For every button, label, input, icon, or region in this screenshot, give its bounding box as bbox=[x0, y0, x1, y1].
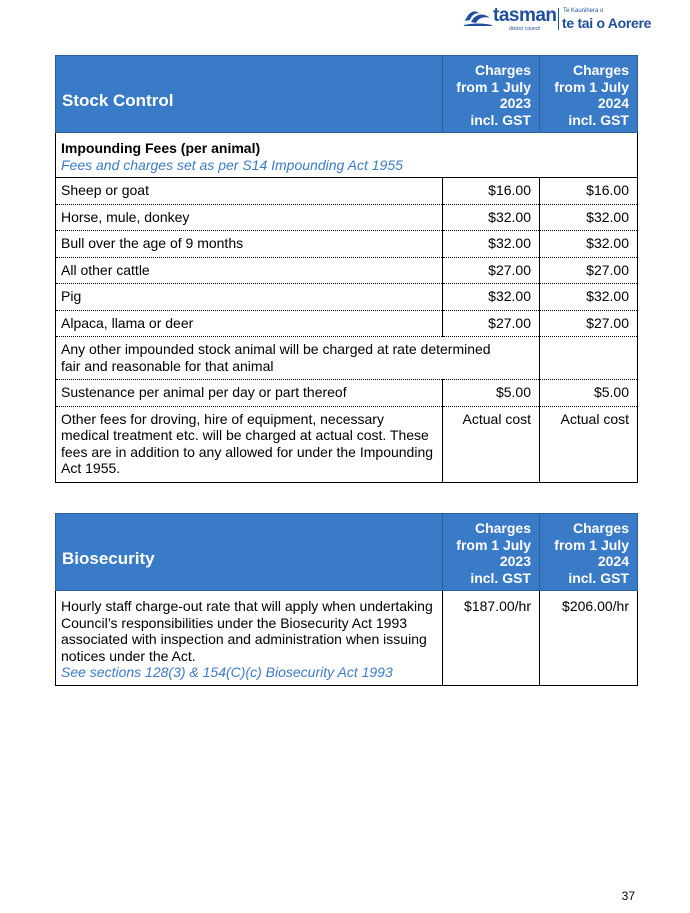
impounding-act-note: Fees and charges set as per S14 Impounding Act 1955 bbox=[61, 156, 403, 173]
row-label: Alpaca, llama or deer bbox=[56, 310, 443, 337]
table-row bbox=[56, 231, 638, 258]
table-row bbox=[56, 257, 638, 284]
biosecurity-title: Biosecurity bbox=[56, 514, 443, 591]
row-value-2024: $206.00/hr bbox=[540, 591, 638, 686]
table-row bbox=[56, 337, 638, 380]
page-number: 37 bbox=[621, 889, 635, 903]
row-value-2024: $5.00 bbox=[540, 380, 638, 407]
other-animal-text: Any other impounded stock animal will be charged at rate determined fair and reasonable for that animal bbox=[56, 337, 540, 380]
row-label: Sheep or goat bbox=[56, 178, 443, 205]
stock-control-table bbox=[55, 55, 638, 483]
council-logo bbox=[463, 4, 658, 32]
row-value-2023: $32.00 bbox=[443, 231, 540, 258]
row-value-2023: Actual cost bbox=[443, 406, 540, 482]
row-value-2024: $32.00 bbox=[540, 231, 638, 258]
row-value-2024-empty bbox=[540, 337, 638, 380]
table-row bbox=[56, 406, 638, 482]
row-value-2023: $187.00/hr bbox=[443, 591, 540, 686]
table-row bbox=[56, 284, 638, 311]
row-value-2024: Actual cost bbox=[540, 406, 638, 482]
logo-maori-small: Te Kaunihera o bbox=[563, 8, 604, 14]
row-value-2023: $27.00 bbox=[443, 257, 540, 284]
section-heading-row bbox=[56, 133, 638, 178]
table-row bbox=[56, 380, 638, 407]
row-label: All other cattle bbox=[56, 257, 443, 284]
row-value-2024: $27.00 bbox=[540, 310, 638, 337]
table-header-row bbox=[56, 56, 638, 133]
row-value-2024: $32.00 bbox=[540, 284, 638, 311]
impounding-fees-heading: Impounding Fees (per animal) bbox=[61, 140, 261, 156]
header-charges-2024: Charges from 1 July 2024 incl. GST bbox=[540, 514, 638, 591]
row-value-2024: $32.00 bbox=[540, 204, 638, 231]
biosecurity-row-label: Hourly staff charge-out rate that will apply when undertaking Council’s responsibilities under the Biosecurity Act 1993 associated with inspection and administration when issuing notices under the Act. bbox=[61, 598, 433, 664]
logo-subtitle: district council bbox=[509, 26, 541, 32]
row-value-2024: $16.00 bbox=[540, 178, 638, 205]
row-value-2024: $27.00 bbox=[540, 257, 638, 284]
header-charges-2024: Charges from 1 July 2024 incl. GST bbox=[540, 56, 638, 133]
row-label: Bull over the age of 9 months bbox=[56, 231, 443, 258]
row-value-2023: $5.00 bbox=[443, 380, 540, 407]
biosecurity-table bbox=[55, 513, 638, 686]
biosecurity-act-note: See sections 128(3) & 154(C)(c) Biosecurity Act 1993 bbox=[61, 664, 393, 680]
logo-divider bbox=[558, 8, 559, 30]
table-row bbox=[56, 178, 638, 205]
row-value-2023: $16.00 bbox=[443, 178, 540, 205]
row-label: Pig bbox=[56, 284, 443, 311]
header-charges-2023: Charges from 1 July 2023 incl. GST bbox=[443, 514, 540, 591]
logo-name: tasman bbox=[493, 5, 557, 26]
stock-control-title: Stock Control bbox=[56, 56, 443, 133]
logo-maori-name: te tai o Aorere bbox=[562, 15, 652, 31]
table-row bbox=[56, 204, 638, 231]
other-fees-label: Other fees for droving, hire of equipment, necessary medical treatment etc. will be charged at actual cost. These fees are in addition to any allowed for under the Impounding Act 1955. bbox=[56, 406, 443, 482]
row-value-2023: $32.00 bbox=[443, 204, 540, 231]
row-value-2023: $27.00 bbox=[443, 310, 540, 337]
wave-icon bbox=[463, 6, 493, 28]
table-row bbox=[56, 310, 638, 337]
header-charges-2023: Charges from 1 July 2023 incl. GST bbox=[443, 56, 540, 133]
table-row bbox=[56, 591, 638, 686]
table-header-row bbox=[56, 514, 638, 591]
row-value-2023: $32.00 bbox=[443, 284, 540, 311]
row-label: Horse, mule, donkey bbox=[56, 204, 443, 231]
sustenance-label: Sustenance per animal per day or part thereof bbox=[56, 380, 443, 407]
